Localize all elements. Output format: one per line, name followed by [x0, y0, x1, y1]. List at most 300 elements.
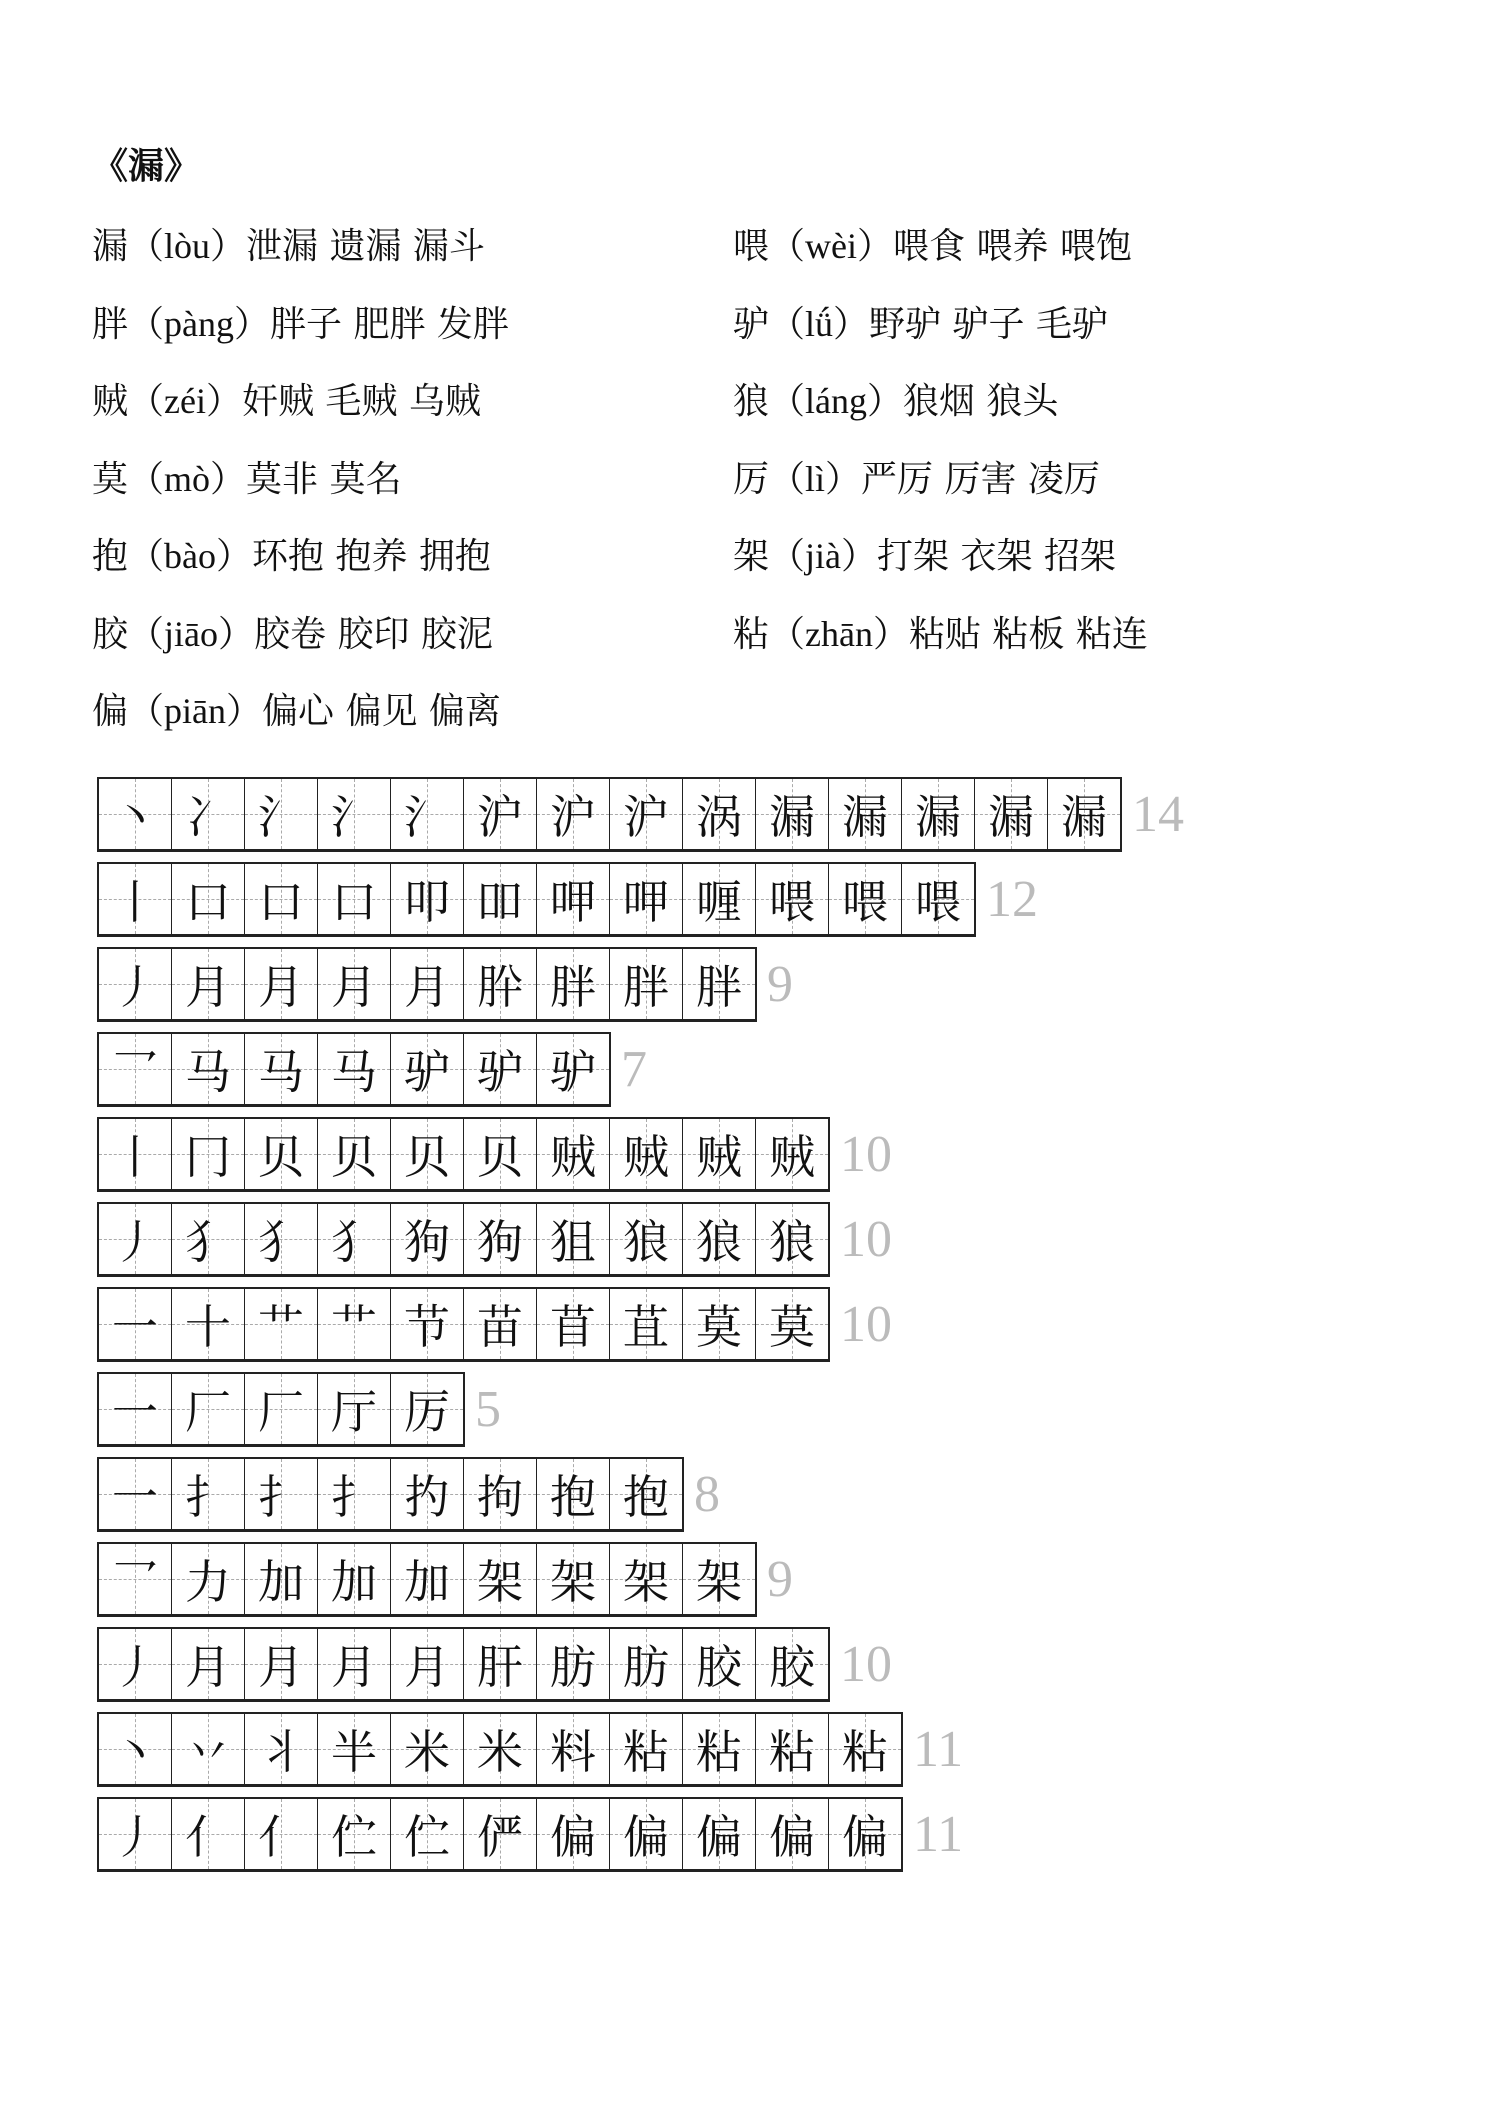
- stroke-step: 伫: [404, 1810, 450, 1864]
- stroke-cell: [537, 949, 610, 1019]
- stroke-cell: [318, 1374, 391, 1444]
- stroke-step: 氵: [258, 790, 304, 844]
- stroke-cell: [172, 1204, 245, 1274]
- stroke-order-row: [97, 947, 793, 1022]
- stroke-cell: [610, 864, 683, 934]
- vocab-char: 胶: [92, 613, 129, 655]
- vocab-words: 胶卷 胶印 胶泥: [254, 613, 493, 655]
- stroke-grid: [97, 1627, 830, 1702]
- stroke-cell: [99, 1629, 172, 1699]
- vocab-char: 胖: [92, 303, 129, 345]
- stroke-cell: [318, 1544, 391, 1614]
- stroke-cell: [245, 1714, 318, 1784]
- stroke-step: 亻: [185, 1810, 231, 1864]
- stroke-step: 丬: [258, 1725, 304, 1779]
- stroke-cell: [99, 1204, 172, 1274]
- stroke-order-row: [97, 1032, 647, 1107]
- stroke-cell: [464, 949, 537, 1019]
- stroke-cell: [756, 779, 829, 849]
- stroke-step: 胶: [696, 1640, 742, 1694]
- vocab-line: [92, 218, 485, 269]
- stroke-step: 沪: [477, 790, 523, 844]
- stroke-step: 偏: [769, 1810, 815, 1864]
- stroke-cell: [537, 1459, 610, 1529]
- stroke-cell: [610, 1459, 682, 1529]
- stroke-grid: [97, 1372, 465, 1447]
- stroke-grid: [97, 947, 757, 1022]
- stroke-cell: [391, 1119, 464, 1189]
- page-title: 《漏》: [92, 145, 201, 187]
- stroke-step: 架: [696, 1555, 742, 1609]
- vocab-line: [92, 373, 481, 424]
- stroke-cell: [683, 864, 756, 934]
- stroke-step: 丶: [112, 1725, 158, 1779]
- stroke-order-row: [97, 1542, 793, 1617]
- stroke-step: 月: [185, 960, 231, 1014]
- vocab-pinyin: （piān）: [128, 691, 262, 731]
- stroke-cell: [610, 1204, 683, 1274]
- stroke-cell: [756, 1714, 829, 1784]
- stroke-cell: [245, 1119, 318, 1189]
- vocab-char: 狼: [733, 381, 770, 422]
- stroke-grid: [97, 1117, 830, 1192]
- stroke-step: 抱: [623, 1470, 669, 1524]
- vocab-words: 环抱 抱养 拥抱: [252, 536, 491, 577]
- stroke-cell: [99, 949, 172, 1019]
- stroke-step: 月: [258, 960, 304, 1014]
- stroke-cell: [756, 1799, 829, 1869]
- stroke-cell: [99, 1714, 172, 1784]
- stroke-cell: [99, 1374, 172, 1444]
- vocab-pinyin: （jiāo）: [128, 613, 254, 654]
- stroke-order-row: [97, 1117, 892, 1192]
- stroke-step: 马: [185, 1045, 231, 1099]
- stroke-cell: [245, 1629, 318, 1699]
- stroke-step: 加: [258, 1555, 304, 1609]
- stroke-order-row: [97, 777, 1184, 852]
- stroke-step: 半: [331, 1725, 377, 1779]
- stroke-order-row: [97, 1287, 892, 1362]
- stroke-cell: [537, 1799, 610, 1869]
- stroke-cell: [610, 1289, 683, 1359]
- stroke-cell: [391, 1034, 464, 1104]
- stroke-count: 11: [913, 1806, 964, 1863]
- stroke-step: 亻: [258, 1810, 304, 1864]
- stroke-cell: [537, 864, 610, 934]
- stroke-step: 月: [185, 1640, 231, 1694]
- stroke-step: 力: [185, 1555, 231, 1609]
- vocab-words: 野驴 驴子 毛驴: [869, 303, 1108, 345]
- vocab-words: 泄漏 遗漏 漏斗: [246, 226, 485, 267]
- vocab-pinyin: （jià）: [769, 536, 877, 576]
- stroke-step: 丿: [112, 1215, 158, 1269]
- stroke-cell: [683, 1289, 756, 1359]
- stroke-step: 艹: [258, 1300, 304, 1354]
- stroke-cell: [975, 779, 1048, 849]
- stroke-cell: [172, 1374, 245, 1444]
- stroke-count: 10: [840, 1211, 892, 1268]
- stroke-step: 贼: [696, 1130, 742, 1184]
- stroke-step: 马: [258, 1045, 304, 1099]
- stroke-cell: [902, 864, 974, 934]
- stroke-step: 肝: [477, 1640, 523, 1694]
- stroke-order-row: [97, 1457, 720, 1532]
- stroke-grid: [97, 1457, 684, 1532]
- stroke-cell: [391, 1459, 464, 1529]
- stroke-cell: [683, 949, 755, 1019]
- stroke-step: 丶: [112, 790, 158, 844]
- stroke-step: 一: [112, 1385, 158, 1439]
- stroke-step: 漏: [769, 790, 815, 844]
- vocab-char: 喂: [733, 226, 770, 267]
- stroke-cell: [829, 1799, 901, 1869]
- stroke-cell: [318, 949, 391, 1019]
- stroke-cell: [829, 1714, 901, 1784]
- stroke-cell: [172, 1799, 245, 1869]
- vocab-char: 偏: [92, 691, 129, 732]
- stroke-cell: [683, 1799, 756, 1869]
- stroke-step: 厂: [185, 1385, 231, 1439]
- stroke-cell: [464, 1629, 537, 1699]
- vocab-words: 粘贴 粘板 粘连: [908, 613, 1148, 655]
- stroke-step: 苗: [477, 1300, 523, 1354]
- vocab-pinyin: （lǘ）: [769, 303, 870, 344]
- stroke-step: 肪: [550, 1640, 596, 1694]
- stroke-step: 贝: [477, 1130, 523, 1184]
- stroke-cell: [318, 1289, 391, 1359]
- stroke-step: 漏: [1061, 790, 1107, 844]
- vocab-line: [733, 218, 1132, 269]
- stroke-cell: [464, 1544, 537, 1614]
- stroke-step: 月: [404, 960, 450, 1014]
- stroke-grid: [97, 1797, 903, 1872]
- stroke-cell: [756, 864, 829, 934]
- stroke-step: 狗: [477, 1215, 523, 1269]
- stroke-cell: [756, 1289, 828, 1359]
- stroke-cell: [99, 1034, 172, 1104]
- stroke-step: 喂: [915, 875, 961, 929]
- vocab-line: [733, 296, 1108, 347]
- stroke-step: 月: [258, 1640, 304, 1694]
- vocab-words: 狼烟 狼头: [903, 381, 1059, 422]
- stroke-grid: [97, 862, 976, 937]
- stroke-cell: [391, 864, 464, 934]
- stroke-cell: [318, 864, 391, 934]
- stroke-cell: [537, 1714, 610, 1784]
- vocab-words: 胖子 肥胖 发胖: [270, 303, 509, 345]
- stroke-step: 拘: [477, 1470, 523, 1524]
- stroke-cell: [756, 1629, 828, 1699]
- vocab-line: [92, 606, 493, 657]
- stroke-count: 9: [767, 1551, 793, 1608]
- stroke-step: 扌: [185, 1470, 231, 1524]
- stroke-step: 狼: [696, 1215, 742, 1269]
- stroke-step: 偏: [623, 1810, 669, 1864]
- stroke-step: 漏: [915, 790, 961, 844]
- stroke-cell: [829, 864, 902, 934]
- stroke-cell: [245, 779, 318, 849]
- stroke-step: 莫: [769, 1300, 815, 1354]
- stroke-step: 厂: [258, 1385, 304, 1439]
- vocab-words: 奸贼 毛贼 乌贼: [241, 381, 481, 422]
- vocab-line: [92, 528, 491, 579]
- stroke-step: 加: [331, 1555, 377, 1609]
- stroke-cell: [464, 1289, 537, 1359]
- vocab-char: 抱: [92, 536, 129, 577]
- stroke-cell: [318, 1799, 391, 1869]
- stroke-step: 扚: [404, 1470, 450, 1524]
- stroke-step: 米: [404, 1725, 450, 1779]
- stroke-step: 口: [258, 875, 304, 929]
- stroke-cell: [610, 779, 683, 849]
- stroke-cell: [99, 1799, 172, 1869]
- stroke-grid: [97, 1032, 611, 1107]
- stroke-step: 偏: [842, 1810, 888, 1864]
- stroke-step: 十: [185, 1300, 231, 1354]
- stroke-step: 米: [477, 1725, 523, 1779]
- stroke-step: 伫: [331, 1810, 377, 1864]
- stroke-count: 7: [621, 1041, 647, 1098]
- stroke-grid: [97, 777, 1122, 852]
- stroke-step: 一: [112, 1470, 158, 1524]
- stroke-cell: [245, 1544, 318, 1614]
- stroke-cell: [756, 1204, 828, 1274]
- stroke-order-row: [97, 1202, 892, 1277]
- stroke-step: 冂: [185, 1130, 231, 1184]
- stroke-cell: [464, 779, 537, 849]
- stroke-cell: [318, 1204, 391, 1274]
- stroke-cell: [172, 1119, 245, 1189]
- stroke-cell: [318, 1459, 391, 1529]
- stroke-cell: [1048, 779, 1120, 849]
- stroke-step: 苜: [550, 1300, 596, 1354]
- stroke-step: 丿: [112, 1810, 158, 1864]
- stroke-cell: [610, 1544, 683, 1614]
- stroke-step: 呷: [550, 875, 596, 929]
- stroke-cell: [99, 1544, 172, 1614]
- stroke-cell: [756, 1119, 828, 1189]
- stroke-cell: [172, 1544, 245, 1614]
- stroke-cell: [245, 1799, 318, 1869]
- stroke-cell: [99, 1119, 172, 1189]
- stroke-step: 节: [404, 1300, 450, 1354]
- stroke-count: 11: [913, 1721, 964, 1778]
- stroke-step: 马: [331, 1045, 377, 1099]
- stroke-count: 9: [767, 956, 793, 1013]
- stroke-step: 粘: [769, 1725, 815, 1779]
- stroke-step: 贝: [258, 1130, 304, 1184]
- vocab-pinyin: （zéi）: [128, 381, 242, 421]
- stroke-cell: [99, 864, 172, 934]
- stroke-cell: [172, 1289, 245, 1359]
- stroke-count: 10: [840, 1126, 892, 1183]
- vocab-words: 偏心 偏见 偏离: [262, 691, 501, 732]
- vocab-line: [733, 528, 1116, 579]
- stroke-cell: [391, 949, 464, 1019]
- stroke-step: 月: [404, 1640, 450, 1694]
- stroke-cell: [391, 779, 464, 849]
- vocab-char: 莫: [92, 458, 129, 500]
- stroke-cell: [245, 949, 318, 1019]
- stroke-step: 叩: [404, 875, 450, 929]
- vocab-line: [92, 451, 401, 502]
- stroke-cell: [464, 1459, 537, 1529]
- stroke-cell: [318, 1119, 391, 1189]
- stroke-order-row: [97, 1372, 501, 1447]
- vocab-line: [92, 683, 501, 734]
- stroke-cell: [610, 949, 683, 1019]
- stroke-cell: [537, 1034, 609, 1104]
- stroke-step: 肪: [623, 1640, 669, 1694]
- stroke-step: 苴: [623, 1300, 669, 1354]
- vocab-char: 粘: [733, 613, 770, 655]
- stroke-step: 狼: [623, 1215, 669, 1269]
- stroke-step: 狼: [769, 1215, 815, 1269]
- stroke-step: 胖: [623, 960, 669, 1014]
- stroke-step: 贼: [769, 1130, 815, 1184]
- stroke-step: 架: [550, 1555, 596, 1609]
- vocab-char: 漏: [92, 226, 129, 267]
- stroke-grid: [97, 1287, 830, 1362]
- stroke-cell: [245, 864, 318, 934]
- stroke-cell: [245, 1459, 318, 1529]
- stroke-cell: [99, 1289, 172, 1359]
- stroke-cell: [391, 1289, 464, 1359]
- stroke-grid: [97, 1712, 903, 1787]
- stroke-cell: [683, 1629, 756, 1699]
- stroke-step: 偏: [550, 1810, 596, 1864]
- stroke-cell: [172, 779, 245, 849]
- stroke-step: 厉: [404, 1385, 450, 1439]
- stroke-step: 丷: [185, 1725, 231, 1779]
- vocab-pinyin: （mò）: [128, 458, 247, 499]
- stroke-step: 氵: [404, 790, 450, 844]
- vocab-words: 严厉 厉害 凌厉: [861, 458, 1100, 500]
- stroke-step: 喂: [769, 875, 815, 929]
- stroke-cell: [683, 1544, 755, 1614]
- vocab-words: 打架 衣架 招架: [877, 536, 1116, 577]
- vocab-pinyin: （lì）: [769, 458, 862, 499]
- vocab-line: [733, 373, 1058, 424]
- vocab-char: 贼: [92, 381, 129, 422]
- stroke-step: 料: [550, 1725, 596, 1779]
- vocab-line: [92, 296, 509, 347]
- stroke-cell: [172, 1629, 245, 1699]
- stroke-cell: [464, 1714, 537, 1784]
- stroke-order-row: [97, 1627, 892, 1702]
- stroke-step: 呷: [623, 875, 669, 929]
- stroke-step: 厅: [331, 1385, 377, 1439]
- stroke-cell: [172, 1034, 245, 1104]
- stroke-step: 驴: [550, 1045, 596, 1099]
- stroke-cell: [537, 1544, 610, 1614]
- stroke-step: 吅: [477, 875, 523, 929]
- stroke-step: 贼: [550, 1130, 596, 1184]
- stroke-cell: [610, 1629, 683, 1699]
- stroke-step: 乛: [112, 1555, 158, 1609]
- stroke-cell: [464, 1204, 537, 1274]
- stroke-cell: [464, 1119, 537, 1189]
- stroke-step: 口: [331, 875, 377, 929]
- stroke-cell: [391, 1799, 464, 1869]
- stroke-step: 胶: [769, 1640, 815, 1694]
- vocab-words: 喂食 喂养 喂饱: [893, 226, 1132, 267]
- stroke-step: 丨: [112, 1130, 158, 1184]
- stroke-step: 贼: [623, 1130, 669, 1184]
- stroke-cell: [318, 1034, 391, 1104]
- stroke-step: 艹: [331, 1300, 377, 1354]
- stroke-step: 犭: [331, 1215, 377, 1269]
- stroke-cell: [537, 1119, 610, 1189]
- stroke-step: 粘: [842, 1725, 888, 1779]
- stroke-step: 贝: [331, 1130, 377, 1184]
- stroke-step: 架: [477, 1555, 523, 1609]
- stroke-cell: [537, 1204, 610, 1274]
- stroke-grid: [97, 1202, 830, 1277]
- stroke-cell: [391, 1629, 464, 1699]
- stroke-cell: [683, 1714, 756, 1784]
- stroke-step: 加: [404, 1555, 450, 1609]
- stroke-cell: [172, 1459, 245, 1529]
- stroke-step: 狙: [550, 1215, 596, 1269]
- stroke-step: 贝: [404, 1130, 450, 1184]
- stroke-step: 狗: [404, 1215, 450, 1269]
- stroke-cell: [683, 779, 756, 849]
- vocab-words: 莫非 莫名: [246, 458, 402, 500]
- stroke-cell: [464, 1034, 537, 1104]
- vocab-char: 架: [733, 536, 770, 577]
- stroke-step: 粘: [623, 1725, 669, 1779]
- vocab-pinyin: （láng）: [769, 381, 903, 421]
- stroke-cell: [683, 1119, 756, 1189]
- stroke-step: 丨: [112, 875, 158, 929]
- stroke-cell: [464, 864, 537, 934]
- stroke-step: 胖: [696, 960, 742, 1014]
- stroke-step: 扌: [331, 1470, 377, 1524]
- stroke-step: 莫: [696, 1300, 742, 1354]
- stroke-order-row: [97, 862, 1038, 937]
- stroke-step: 偏: [696, 1810, 742, 1864]
- stroke-cell: [829, 779, 902, 849]
- stroke-step: 犭: [185, 1215, 231, 1269]
- stroke-cell: [245, 1289, 318, 1359]
- stroke-grid: [97, 1542, 757, 1617]
- vocab-pinyin: （wèi）: [769, 226, 893, 266]
- stroke-order-row: [97, 1797, 963, 1872]
- stroke-cell: [245, 1204, 318, 1274]
- stroke-step: 肸: [477, 960, 523, 1014]
- stroke-cell: [537, 1629, 610, 1699]
- stroke-cell: [610, 1799, 683, 1869]
- stroke-step: 氵: [331, 790, 377, 844]
- stroke-cell: [99, 1459, 172, 1529]
- stroke-step: 喱: [696, 875, 742, 929]
- stroke-step: 一: [112, 1300, 158, 1354]
- vocab-pinyin: （zhān）: [769, 613, 909, 654]
- stroke-cell: [245, 1034, 318, 1104]
- stroke-count: 14: [1132, 786, 1184, 843]
- stroke-cell: [391, 1714, 464, 1784]
- stroke-step: 沪: [623, 790, 669, 844]
- stroke-cell: [464, 1799, 537, 1869]
- stroke-step: 丿: [112, 1640, 158, 1694]
- stroke-step: 乛: [112, 1045, 158, 1099]
- stroke-cell: [391, 1374, 463, 1444]
- vocab-char: 驴: [733, 303, 770, 345]
- stroke-cell: [172, 949, 245, 1019]
- vocab-line: [733, 451, 1100, 502]
- stroke-cell: [172, 864, 245, 934]
